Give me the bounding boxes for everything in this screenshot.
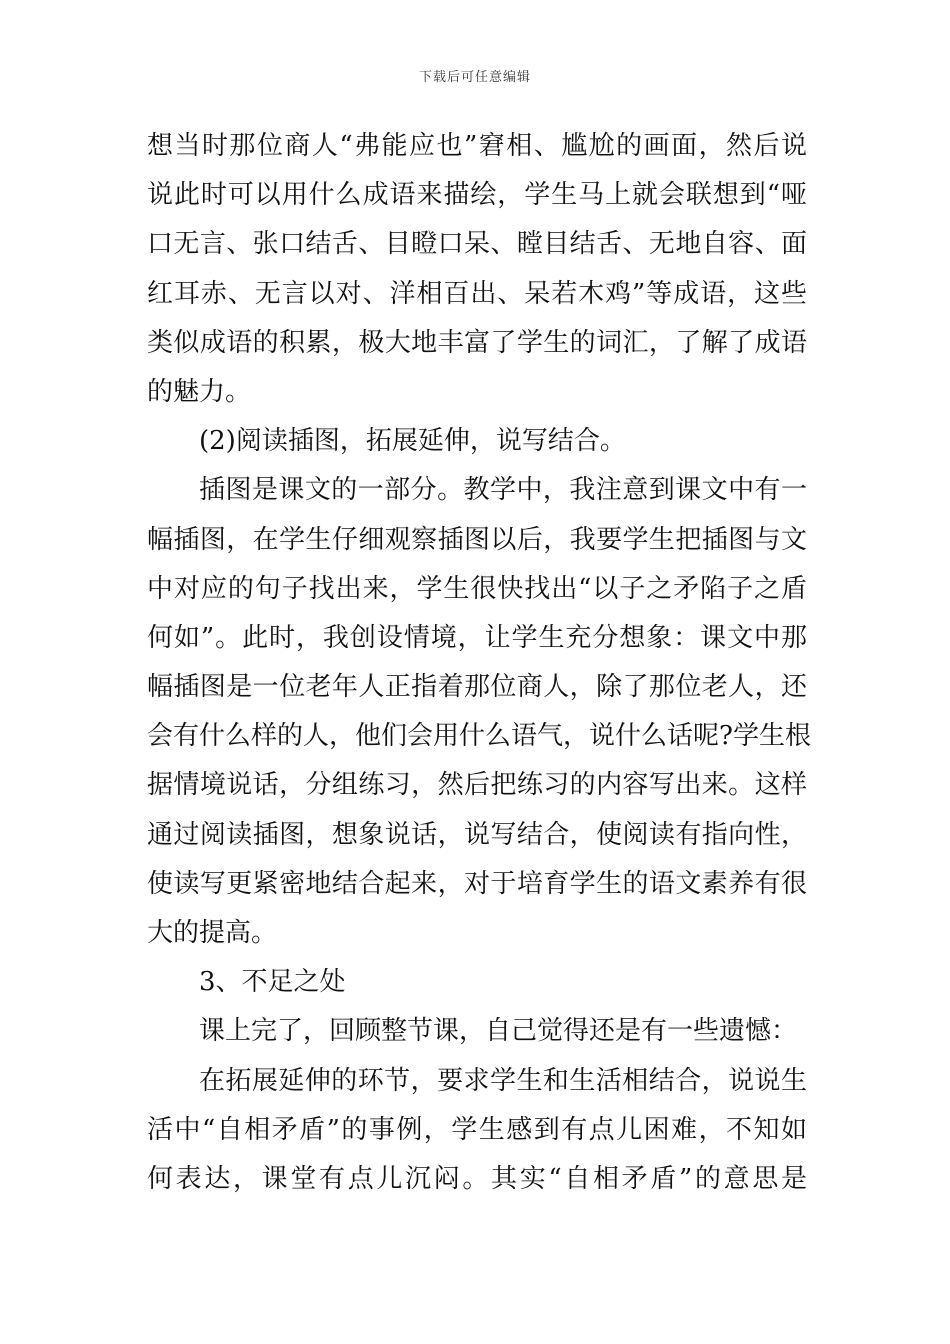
text-line: 3、不足之处 — [199, 967, 346, 998]
text-line: 中对应的句子找出来，学生很快找出“以子之矛陷子之盾 — [147, 573, 807, 604]
text-line: (2)阅读插图，拓展延伸，说写结合。 — [199, 426, 626, 457]
text-line: 幅插图是一位老年人正指着那位商人，除了那位老人，还 — [147, 672, 807, 703]
text-line: 插图是课文的一部分。教学中，我注意到课文中有一 — [199, 475, 807, 506]
text-line: 的魅力。 — [147, 376, 252, 407]
text-line: 据情境说话，分组练习，然后把练习的内容写出来。这样 — [147, 770, 807, 801]
text-line: 活中“自相矛盾”的事例，学生感到有点儿困难，不知如 — [147, 1114, 807, 1145]
text-line: 幅插图，在学生仔细观察插图以后，我要学生把插图与文 — [147, 524, 807, 555]
text-line: 红耳赤、无言以对、洋相百出、呆若木鸡”等成语，这些 — [147, 278, 807, 309]
text-line: 想当时那位商人“弗能应也”窘相、尴尬的画面，然后说 — [147, 131, 807, 161]
text-line: 课上完了，回顾整节课，自己觉得还是有一些遗憾： — [199, 1016, 798, 1047]
text-line: 在拓展延伸的环节，要求学生和生活相结合，说说生 — [199, 1065, 807, 1096]
text-line: 会有什么样的人，他们会用什么语气，说什么话呢?学生根 — [147, 721, 811, 752]
text-line: 通过阅读插图，想象说话，说写结合，使阅读有指向性， — [147, 819, 807, 850]
download-edit-note: 下载后可任意编辑 — [418, 70, 531, 85]
text-line: 口无言、张口结舌、目瞪口呆、瞠目结舌、无地自容、面 — [147, 229, 807, 260]
text-line: 大的提高。 — [147, 918, 278, 948]
text-line: 何表达，课堂有点儿沉闷。其实“自相矛盾”的意思是 — [147, 1163, 807, 1194]
document-body — [147, 122, 811, 1204]
text-line: 说此时可以用什么成语来描绘，学生马上就会联想到“哑 — [147, 180, 807, 211]
text-line: 使读写更紧密地结合起来，对于培育学生的语文素养有很 — [147, 868, 807, 899]
text-line: 类似成语的积累，极大地丰富了学生的词汇，了解了成语 — [147, 327, 807, 358]
text-line: 何如”。此时，我创设情境，让学生充分想象：课文中那 — [147, 622, 807, 653]
